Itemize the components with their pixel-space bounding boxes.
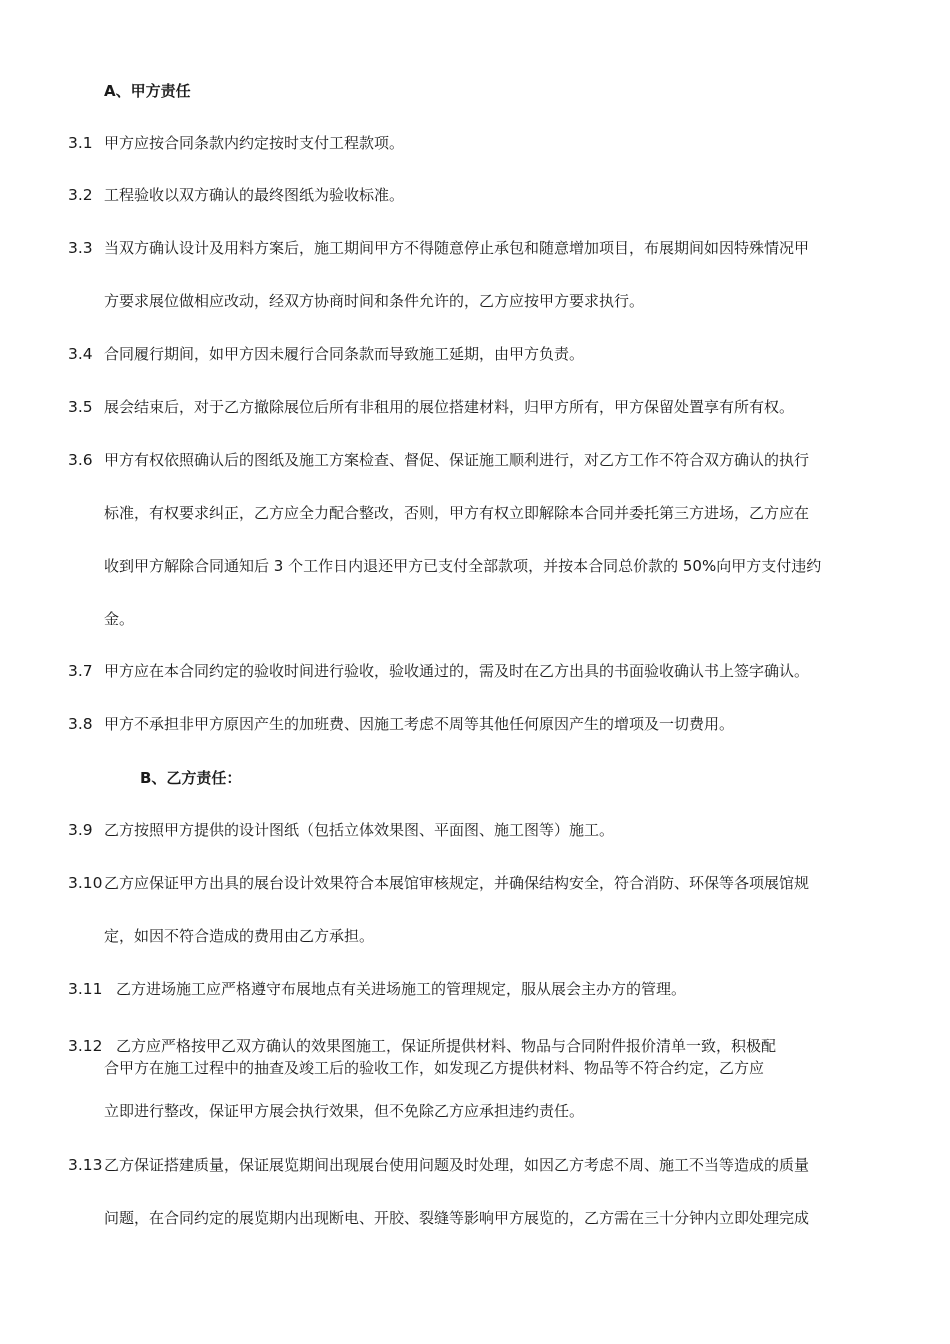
clause-number: 3.11 [68,980,103,998]
clause-number: 3.7 [68,662,93,680]
clause-line: 金。 [104,610,135,628]
clause-number: 3.2 [68,186,93,204]
clause-line: 标准，有权要求纠正，乙方应全力配合整改，否则，甲方有权立即解除本合同并委托第三方进场，乙方应在 [104,504,810,522]
clause-number: 3.8 [68,715,93,733]
clause-line: 甲方有权依照确认后的图纸及施工方案检查、督促、保证施工顺利进行，对乙方工作不符合双方确认的执行 [104,451,810,469]
clause-line: 乙方应严格按甲乙双方确认的效果图施工，保证所提供材料、物品与合同附件报价清单一致，积极配 [116,1037,777,1055]
clause-line: 乙方保证搭建质量，保证展览期间出现展台使用问题及时处理，如因乙方考虑不周、施工不当等造成的质量 [104,1156,810,1174]
clause-line: 收到甲方解除合同通知后 3 个工作日内退还甲方已支付全部款项，并按本合同总价款的 50%向甲方支付违约 [104,557,822,575]
clause-line: 问题，在合同约定的展览期内出现断电、开胶、裂缝等影响甲方展览的，乙方需在三十分钟内立即处理完成 [104,1209,810,1227]
clause-number: 3.9 [68,821,93,839]
clause-line: 当双方确认设计及用料方案后，施工期间甲方不得随意停止承包和随意增加项目，布展期间如因特殊情况甲 [104,239,810,257]
clause-line: 工程验收以双方确认的最终图纸为验收标准。 [104,186,405,204]
clause-line: 乙方按照甲方提供的设计图纸（包括立体效果图、平面图、施工图等）施工。 [104,821,615,839]
section-heading-party-b: B、乙方责任： [140,769,242,787]
clause-line: 定，如因不符合造成的费用由乙方承担。 [104,927,375,945]
clause-line: 方要求展位做相应改动，经双方协商时间和条件允许的，乙方应按甲方要求执行。 [104,292,645,310]
clause-number: 3.13 [68,1156,103,1174]
clause-line: 合同履行期间，如甲方因未履行合同条款而导致施工延期，由甲方负责。 [104,345,585,363]
clause-number: 3.3 [68,239,93,257]
clause-number: 3.1 [68,134,93,152]
clause-line: 展会结束后，对于乙方撤除展位后所有非租用的展位搭建材料，归甲方所有，甲方保留处置享有所有权。 [104,398,795,416]
clause-number: 3.10 [68,874,103,892]
clause-line: 合甲方在施工过程中的抽查及竣工后的验收工作，如发现乙方提供材料、物品等不符合约定，乙方应 [104,1059,765,1077]
clause-number: 3.5 [68,398,93,416]
clause-line: 甲方应按合同条款内约定按时支付工程款项。 [104,134,405,152]
section-heading-party-a: A、甲方责任 [104,82,191,100]
clause-number: 3.4 [68,345,93,363]
clause-line: 甲方不承担非甲方原因产生的加班费、因施工考虑不周等其他任何原因产生的增项及一切费用。 [104,715,735,733]
clause-line: 立即进行整改，保证甲方展会执行效果，但不免除乙方应承担违约责任。 [104,1102,585,1120]
clause-number: 3.12 [68,1037,103,1055]
clause-line: 乙方进场施工应严格遵守布展地点有关进场施工的管理规定，服从展会主办方的管理。 [116,980,687,998]
clause-line: 甲方应在本合同约定的验收时间进行验收，验收通过的，需及时在乙方出具的书面验收确认书上签字确认。 [104,662,810,680]
clause-number: 3.6 [68,451,93,469]
clause-line: 乙方应保证甲方出具的展台设计效果符合本展馆审核规定，并确保结构安全，符合消防、环保等各项展馆规 [104,874,810,892]
